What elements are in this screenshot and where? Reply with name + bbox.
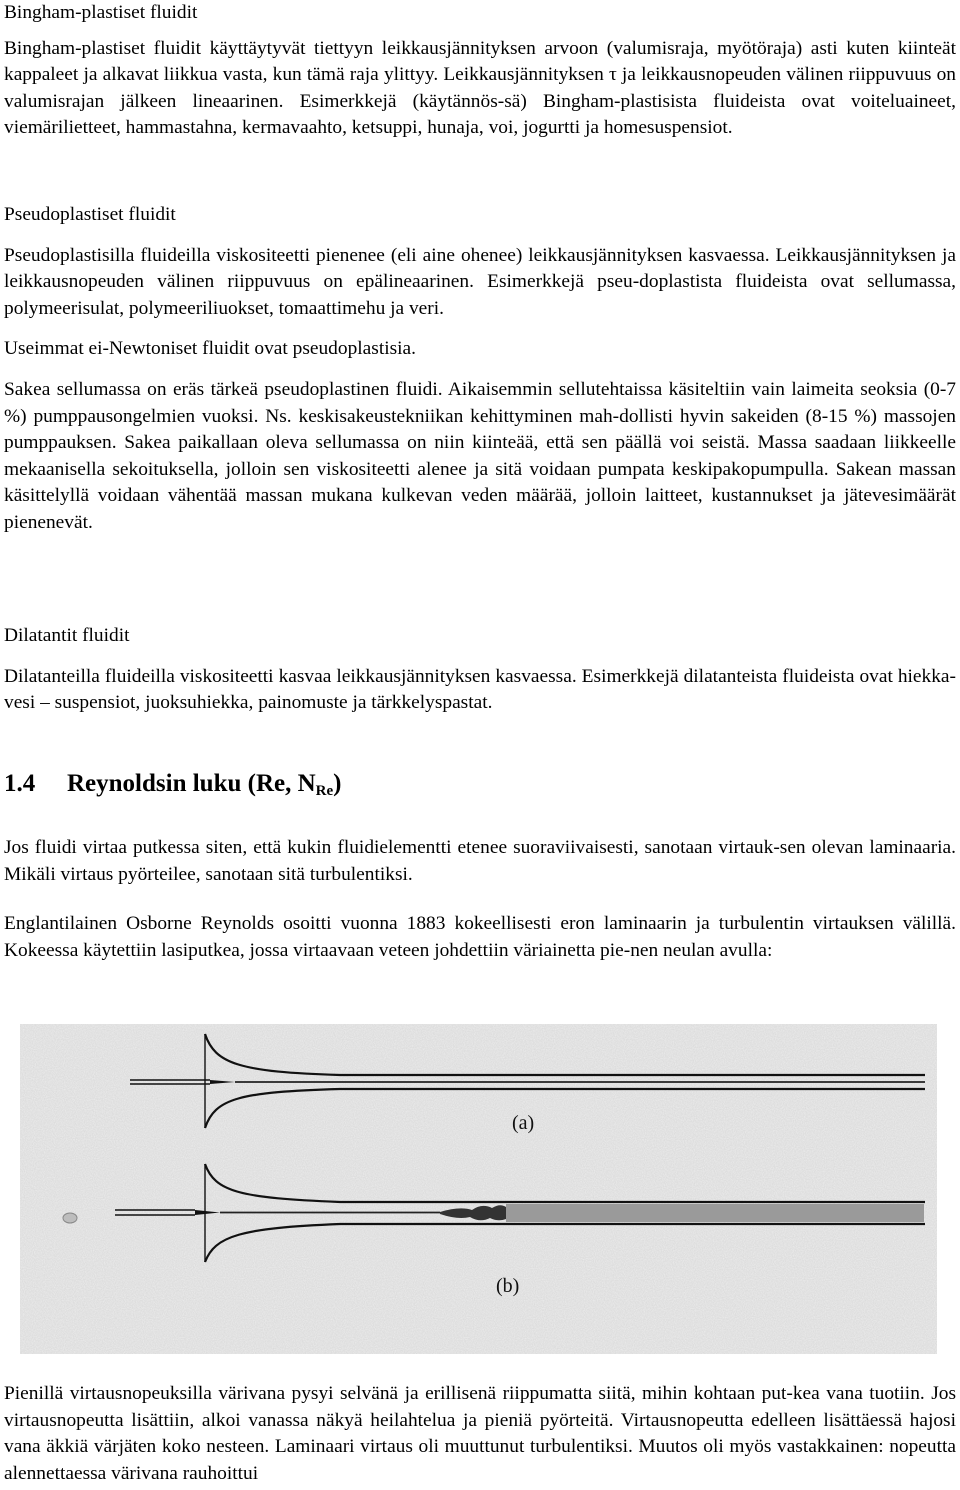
reynolds-experiment-figure xyxy=(20,1024,937,1354)
section-subscript: Re xyxy=(315,783,334,799)
reynolds-section-2 xyxy=(4,1381,956,1487)
reynolds-paragraph-3: Pienillä virtausnopeuksilla värivana pysyi selvänä ja erillisenä riippumatta siitä, mihin kohtaan put-kea vana tuotiin. Jos virtausnopeutta lisättiin, alkoi vanassa näkyä heilahtelua ja pieniä pyörteitä. Virtausnopeutta edelleen lisättäessä hajosi vana äkkiä värjäten koko nesteen. Laminaari virtaus oli muuttunut turbulentiksi. Muutos oli myös vastakkainen: nopeutta alennettaessa värivana rauhoittui xyxy=(4,1383,956,1484)
figure-scan-texture xyxy=(20,1024,937,1354)
pseudo-paragraph: Pseudoplastisilla fluideilla viskositeetti pienenee (eli aine ohenee) leikkausjännityksen kasvaessa. Leikkausjännityksen ja leikkausnopeuden välinen riippuvuus on epälineaarinen. Esimerkkejä pseu-doplastista fluideista ovat sellumassa, polymeerisulat, polymeeriliuokset, tomaattimehu ja veri. xyxy=(4,244,956,319)
dilatant-heading: Dilatantit fluidit xyxy=(4,625,130,646)
section-heading xyxy=(4,769,342,806)
reynolds-section xyxy=(4,835,956,964)
panel-b-turbulent-fill xyxy=(506,1204,924,1222)
section-title: Reynoldsin luku (Re, N xyxy=(67,770,316,797)
section-title-close: ) xyxy=(333,770,342,797)
reynolds-paragraph-2: Englantilainen Osborne Reynolds osoitti vuonna 1883 kokeellisesti eron laminaarin ja turbulentin virtauksen välillä. Kokeessa käytettiin lasiputkea, jossa virtaavaan veteen johdettiin väriainetta pie-nen neulan avulla: xyxy=(4,913,956,961)
bingham-section xyxy=(4,0,956,142)
bingham-heading: Bingham-plastiset fluidit xyxy=(4,2,198,23)
panel-b-label: (b) xyxy=(496,1275,520,1297)
dilatant-paragraph: Dilatanteilla fluideilla viskositeetti kasvaa leikkausjännityksen kasvaessa. Esimerkkejä dilatanteista fluideista ovat hiekka-vesi – suspensiot, juoksuhiekka, painomuste ja tärkkelyspastat. xyxy=(4,665,956,714)
pseudo-section xyxy=(4,202,956,537)
pseudo-paragraph-2: Useimmat ei-Newtoniset fluidit ovat pseudoplastisia. xyxy=(4,338,416,360)
bingham-paragraph: Bingham-plastiset fluidit käyttäytyvät tiettyyn leikkausjännityksen arvoon (valumisraja, myötöraja) asti kuten kiinteät kappaleet ja alkavat liikkua vasta, kun tämä raja ylittyy. Leikkausjännityksen τ ja leikkausnopeuden välinen riippuvuus on valumisrajan jälkeen lineaarinen. Esimerkkejä (käytännös-sä) Bingham-plastisista fluideista ovat voiteluaineet, viemärilietteet, hammastahna, kermavaahto, ketsuppi, hunaja, voi, jogurtti ja homesuspensiot. xyxy=(4,37,956,139)
panel-a-label: (a) xyxy=(512,1112,535,1134)
pseudo-paragraph-3: Sakea sellumassa on eräs tärkeä pseudoplastinen fluidi. Aikaisemmin sellutehtaissa käsiteltiin vain laimeita seoksia (0-7 %) pumppausongelmien vuoksi. Ns. keskisakeustekniikan kehittyminen mah-dollisti hyvin sakeiden (8-15 %) massojen pumppauksen. Sakea paikallaan oleva sellumassa on niin kiinteää, että sen päällä voi seistä. Massa saadaan liikkeelle mekaanisella sekoituksella, jolloin sen viskositeetti alenee ja sitä voidaan pumpata keskipakopumpulla. Sakean massan käsittelyllä voidaan vähentää massan mukana kulkevan veden määrää, jolloin laitteet, kustannukset ja jätevesimäärät pienenevät. xyxy=(4,378,956,533)
reynolds-paragraph-1: Jos fluidi virtaa putkessa siten, että kukin fluidielementti etenee suoraviivaisesti, sanotaan virtauk-sen olevan laminaaria. Mikäli virtaus pyörteilee, sanotaan sitä turbulentiksi. xyxy=(4,837,956,885)
panel-b-scan-speck xyxy=(63,1213,77,1223)
dilatant-section xyxy=(4,623,956,717)
section-number: 1.4 xyxy=(4,770,36,797)
pseudo-heading: Pseudoplastiset fluidit xyxy=(4,204,176,225)
